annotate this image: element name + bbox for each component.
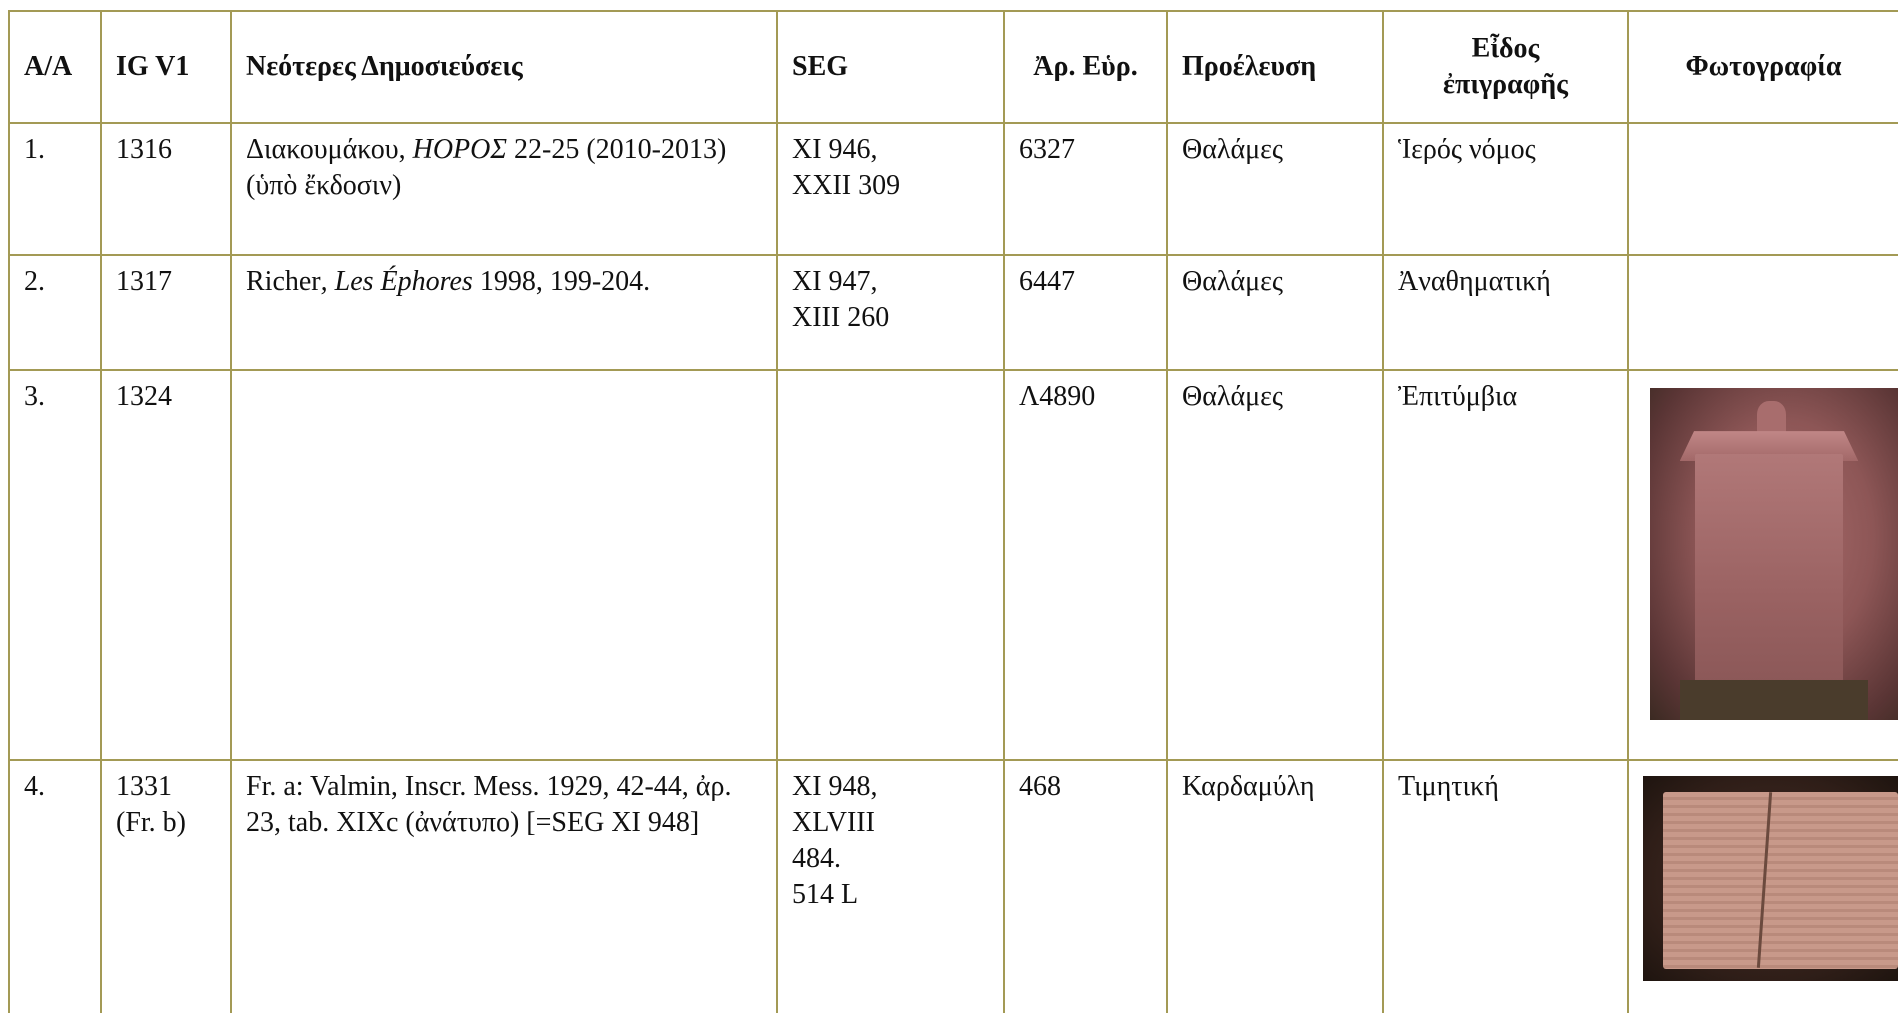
cell-ig: 1317 bbox=[101, 255, 231, 370]
table-row bbox=[9, 123, 1898, 255]
cell-type: Ἱερός νόμος bbox=[1383, 123, 1628, 255]
cell-provenance: Θαλάμες bbox=[1167, 370, 1383, 760]
table-row bbox=[9, 370, 1898, 760]
header-row bbox=[9, 11, 1898, 123]
table-row bbox=[9, 255, 1898, 370]
seg-line: 514 L bbox=[792, 879, 859, 910]
cell-publications bbox=[231, 370, 777, 760]
header-photo: Φωτογραφία bbox=[1628, 11, 1898, 123]
cell-aa: 1. bbox=[9, 123, 101, 255]
cell-aa: 3. bbox=[9, 370, 101, 760]
stele-body bbox=[1695, 454, 1844, 693]
cell-ig: 1324 bbox=[101, 370, 231, 760]
slab-body bbox=[1663, 792, 1898, 968]
header-aa: A/A bbox=[9, 11, 101, 123]
cell-seg bbox=[777, 760, 1004, 1013]
cell-ig: 1316 bbox=[101, 123, 231, 255]
cell-provenance: Καρδαμύλη bbox=[1167, 760, 1383, 1013]
cell-publications bbox=[231, 255, 777, 370]
seg-line: XLVIII bbox=[792, 807, 875, 838]
stele-acroterion bbox=[1757, 401, 1787, 434]
stele-photo bbox=[1650, 388, 1898, 720]
seg-line: XI 946, bbox=[792, 134, 878, 165]
cell-inventory: 468 bbox=[1004, 760, 1167, 1013]
pub-italic: , Les Éphores bbox=[320, 266, 473, 297]
header-inventory: Ἀρ. Εὑρ. bbox=[1004, 11, 1167, 123]
header-type-line2: ἐπιγραφῆς bbox=[1443, 69, 1568, 100]
cell-seg bbox=[777, 255, 1004, 370]
cell-seg bbox=[777, 370, 1004, 760]
stele-base bbox=[1680, 680, 1868, 720]
cell-inventory: Λ4890 bbox=[1004, 370, 1167, 760]
cell-ig bbox=[101, 760, 231, 1013]
cell-provenance: Θαλάμες bbox=[1167, 123, 1383, 255]
cell-provenance: Θαλάμες bbox=[1167, 255, 1383, 370]
seg-line: XIII 260 bbox=[792, 302, 890, 333]
seg-line: XXII 309 bbox=[792, 170, 901, 201]
header-publications: Νεότερες Δημοσιεύσεις bbox=[231, 11, 777, 123]
cell-photo bbox=[1628, 123, 1898, 255]
table-row bbox=[9, 760, 1898, 1013]
cell-aa: 4. bbox=[9, 760, 101, 1013]
cell-type: Τιμητική bbox=[1383, 760, 1628, 1013]
seg-line: 484. bbox=[792, 843, 841, 874]
ig-line: 1331 bbox=[116, 771, 172, 802]
cell-type: Ἀναθηματική bbox=[1383, 255, 1628, 370]
cell-publications: Fr. a: Valmin, Inscr. Mess. 1929, 42-44, ἀρ. 23, tab. XIXc (ἀνάτυπο) [=SEG XI 948] bbox=[231, 760, 777, 1013]
seg-line: XI 947, bbox=[792, 266, 878, 297]
cell-inventory: 6447 bbox=[1004, 255, 1167, 370]
header-provenance: Προέλευση bbox=[1167, 11, 1383, 123]
inscribed-slab-photo bbox=[1643, 776, 1898, 981]
seg-line: XI 948, bbox=[792, 771, 878, 802]
header-type-line1: Εἶδος bbox=[1471, 33, 1540, 64]
pub-text: 22-25 (2010-2013) (ὑπὸ ἔκδοσιν) bbox=[246, 134, 727, 201]
cell-aa: 2. bbox=[9, 255, 101, 370]
header-ig: IG V1 bbox=[101, 11, 231, 123]
cell-seg bbox=[777, 123, 1004, 255]
inscriptions-table bbox=[8, 10, 1898, 1013]
ig-line: (Fr. b) bbox=[116, 807, 186, 838]
pub-text: Richer bbox=[246, 266, 321, 297]
pub-text: 1998, 199-204. bbox=[472, 266, 651, 297]
cell-inventory: 6327 bbox=[1004, 123, 1167, 255]
pub-italic: ΗΟΡΟΣ bbox=[412, 134, 508, 165]
header-seg: SEG bbox=[777, 11, 1004, 123]
cell-type: Ἐπιτύμβια bbox=[1383, 370, 1628, 760]
header-type bbox=[1383, 11, 1628, 123]
cell-photo bbox=[1628, 255, 1898, 370]
cell-publications bbox=[231, 123, 777, 255]
pub-text: Διακουμάκου, bbox=[246, 134, 413, 165]
